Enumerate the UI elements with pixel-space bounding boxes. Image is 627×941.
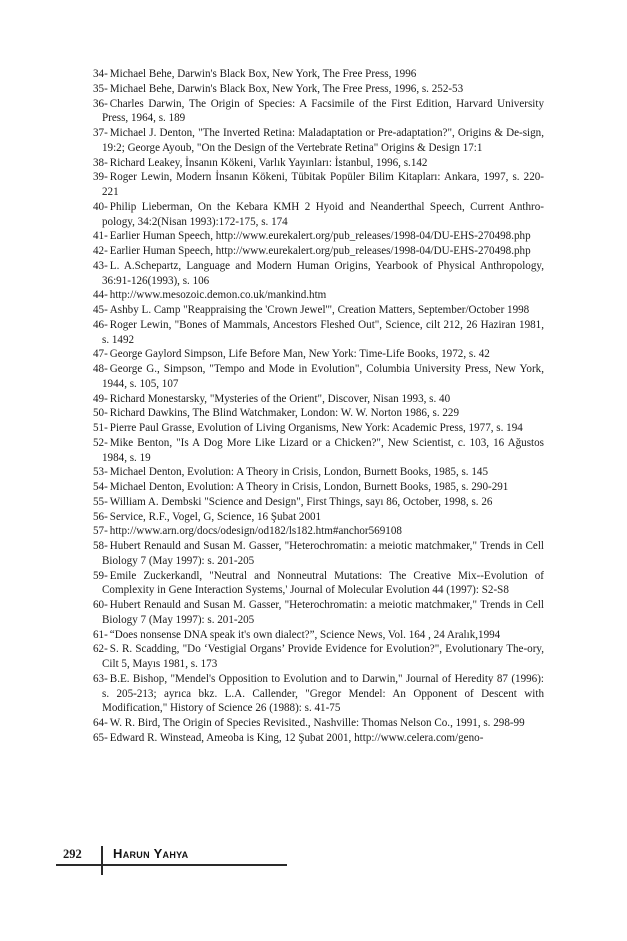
reference-text: Michael Denton, Evolution: A Theory in Crisis, London, Burnett Books, 1985, s. 290-291 <box>109 481 509 493</box>
reference-item <box>93 421 544 436</box>
reference-text: Charles Darwin, The Origin of Species: A Facsimile of the First Edition, Harvard University Press, 1964, s. 189 <box>102 97 544 125</box>
reference-number: 58- <box>93 540 108 552</box>
reference-item <box>93 628 544 643</box>
reference-text: Michael Denton, Evolution: A Theory in Crisis, London, Burnett Books, 1985, s. 145 <box>109 466 488 479</box>
reference-item <box>93 229 544 244</box>
reference-number: 37- <box>93 127 108 139</box>
page-number: 292 <box>63 847 82 861</box>
reference-item <box>93 598 544 628</box>
reference-text: S. R. Scadding, "Do ‘Vestigial Organs’ Provide Evidence for Evolution?", Evolutionary The-ory, Cilt 5, Mayıs 1981, s. 173 <box>102 643 544 670</box>
reference-number: 43- <box>93 259 108 272</box>
reference-text: Hubert Renauld and Susan M. Gasser, "Heterochromatin: a meiotic matchmaker," Trends in Cell Biology 7 (May 1997): s. 201-205 <box>102 540 544 567</box>
reference-number: 61- <box>93 628 108 641</box>
reference-text: Mike Benton, "Is A Dog More Like Lizard or a Chicken?", New Scientist, c. 103, 16 Ağustos 1984, s. 19 <box>102 436 544 464</box>
footer-horizontal-rule <box>56 864 287 866</box>
reference-number: 65- <box>93 731 108 744</box>
reference-item <box>93 406 544 421</box>
reference-item <box>93 347 544 362</box>
reference-number: 40- <box>93 200 108 213</box>
reference-text: W. R. Bird, The Origin of Species Revisited., Nashville: Thomas Nelson Co., 1991, s. 298-99 <box>109 717 525 729</box>
reference-text: “Does nonsense DNA speak it's own dialect?”, Science News, Vol. 164 , 24 Aralık,1994 <box>109 628 501 641</box>
reference-number: 41- <box>93 230 108 243</box>
reference-item <box>93 465 544 480</box>
reference-list <box>93 67 544 746</box>
reference-number: 42- <box>93 245 108 257</box>
reference-item <box>93 318 544 348</box>
reference-item <box>93 288 544 303</box>
reference-text: George Gaylord Simpson, Life Before Man, New York: Time-Life Books, 1972, s. 42 <box>109 348 490 361</box>
reference-text: Earlier Human Speech, http://www.eurekalert.org/pub_releases/1998-04/DU-EHS-270498.php <box>109 230 531 243</box>
reference-number: 39- <box>93 171 108 184</box>
reference-number: 64- <box>93 717 108 729</box>
reference-item <box>93 392 544 407</box>
reference-text: Roger Lewin, "Bones of Mammals, Ancestors Fleshed Out", Science, cilt 212, 26 Haziran 1981, s. 1492 <box>102 318 544 346</box>
reference-number: 47- <box>93 348 108 361</box>
reference-item <box>93 436 544 466</box>
author-name: Harun Yahya <box>113 846 189 861</box>
reference-text: Emile Zuckerkandl, "Neutral and Nonneutral Mutations: The Creative Mix--Evolution of Complexity in Gene Interaction Systems,' Journal of Molecular Evolution 44 (1997): S2-S8 <box>102 569 544 597</box>
reference-text: Richard Dawkins, The Blind Watchmaker, London: W. W. Norton 1986, s. 229 <box>109 407 460 420</box>
reference-text: Michael J. Denton, "The Inverted Retina: Maladaptation or Pre-adaptation?", Origins & De-sign, 19:2; George Ayoub, "On the Design of the Vertebrate Retina" Origins & Design 17:1 <box>102 127 544 154</box>
reference-text: http://www.mesozoic.demon.co.uk/mankind.htm <box>109 289 327 302</box>
reference-text: Richard Leakey, İnsanın Kökeni, Varlık Yayınları: İstanbul, 1996, s.142 <box>109 156 428 169</box>
reference-text: Michael Behe, Darwin's Black Box, New York, The Free Press, 1996, s. 252-53 <box>109 82 464 95</box>
reference-text: Michael Behe, Darwin's Black Box, New York, The Free Press, 1996 <box>109 68 417 80</box>
reference-text: Richard Monestarsky, "Mysteries of the Orient", Discover, Nisan 1993, s. 40 <box>109 392 451 405</box>
reference-number: 46- <box>93 318 108 331</box>
reference-text: William A. Dembski "Science and Design", First Things, sayı 86, October, 1998, s. 26 <box>109 495 493 508</box>
reference-number: 53- <box>93 466 108 479</box>
reference-text: Ashby L. Camp "Reappraising the 'Crown Jewel'", Creation Matters, September/October 1998 <box>109 304 530 316</box>
reference-text: George G., Simpson, "Tempo and Mode in Evolution", Columbia University Press, New York, 1944, s. 105, 107 <box>102 363 544 390</box>
footer-vertical-rule <box>101 846 103 875</box>
reference-text: Service, R.F., Vogel, G, Science, 16 Şubat 2001 <box>109 510 322 523</box>
reference-number: 59- <box>93 569 108 582</box>
reference-item <box>93 480 544 495</box>
reference-item <box>93 716 544 731</box>
reference-item <box>93 672 544 716</box>
reference-number: 44- <box>93 289 108 302</box>
reference-text: Roger Lewin, Modern İnsanın Kökeni, Tübitak Popüler Bilim Kitapları: Ankara, 1997, s. 220-221 <box>102 171 544 198</box>
reference-item <box>93 259 544 289</box>
reference-number: 38- <box>93 156 108 169</box>
reference-text: Philip Lieberman, On the Kebara KMH 2 Hyoid and Neanderthal Speech, Current Anthro-pology, 34:2(Nisan 1993):172-175, s. 174 <box>102 200 544 228</box>
reference-number: 35- <box>93 82 108 95</box>
reference-text: Earlier Human Speech, http://www.eurekalert.org/pub_releases/1998-04/DU-EHS-270498.php <box>109 245 531 257</box>
reference-text: Hubert Renauld and Susan M. Gasser, "Heterochromatin: a meiotic matchmaker," Trends in Cell Biology 7 (May 1997): s. 201-205 <box>102 599 544 626</box>
reference-number: 51- <box>93 422 108 434</box>
reference-number: 63- <box>93 672 108 685</box>
reference-number: 45- <box>93 304 108 316</box>
reference-item <box>93 97 544 127</box>
reference-number: 36- <box>93 97 108 110</box>
reference-text: http://www.arn.org/docs/odesign/od182/ls182.htm#anchor569108 <box>109 525 402 538</box>
reference-item <box>93 156 544 171</box>
reference-text: Pierre Paul Grasse, Evolution of Living Organisms, New York: Academic Press, 1977, s. 194 <box>109 422 523 434</box>
reference-item <box>93 67 544 82</box>
reference-number: 56- <box>93 510 108 523</box>
reference-number: 62- <box>93 643 108 656</box>
reference-number: 55- <box>93 495 108 508</box>
reference-number: 57- <box>93 525 108 538</box>
reference-text: Edward R. Winstead, Ameoba is King, 12 Şubat 2001, http://www.celera.com/geno- <box>109 731 484 744</box>
reference-item <box>93 126 544 156</box>
reference-item <box>93 82 544 97</box>
reference-number: 34- <box>93 68 108 80</box>
reference-number: 60- <box>93 599 108 611</box>
reference-item <box>93 170 544 200</box>
reference-number: 54- <box>93 481 108 493</box>
reference-item <box>93 244 544 259</box>
reference-number: 52- <box>93 436 108 449</box>
reference-text: B.E. Bishop, "Mendel's Opposition to Evolution and to Darwin," Journal of Heredity 87 (1996): s. 205-213; ayrıca bkz. L.A. Callender, "Gregor Mendel: An Opponent of Descent with Modification," History of Science 26 (1988): s. 41-75 <box>102 672 544 715</box>
reference-item <box>93 569 544 599</box>
reference-item <box>93 200 544 230</box>
reference-number: 50- <box>93 407 108 420</box>
reference-item <box>93 495 544 510</box>
reference-item <box>93 524 544 539</box>
reference-text: L. A.Schepartz, Language and Modern Human Origins, Yearbook of Physical Anthropology, 36:91-126(1993), s. 106 <box>102 259 544 287</box>
reference-item <box>93 362 544 392</box>
reference-number: 48- <box>93 363 108 375</box>
reference-item <box>93 510 544 525</box>
reference-item <box>93 642 544 672</box>
reference-item <box>93 539 544 569</box>
reference-item <box>93 731 544 746</box>
reference-number: 49- <box>93 392 108 405</box>
reference-item <box>93 303 544 318</box>
